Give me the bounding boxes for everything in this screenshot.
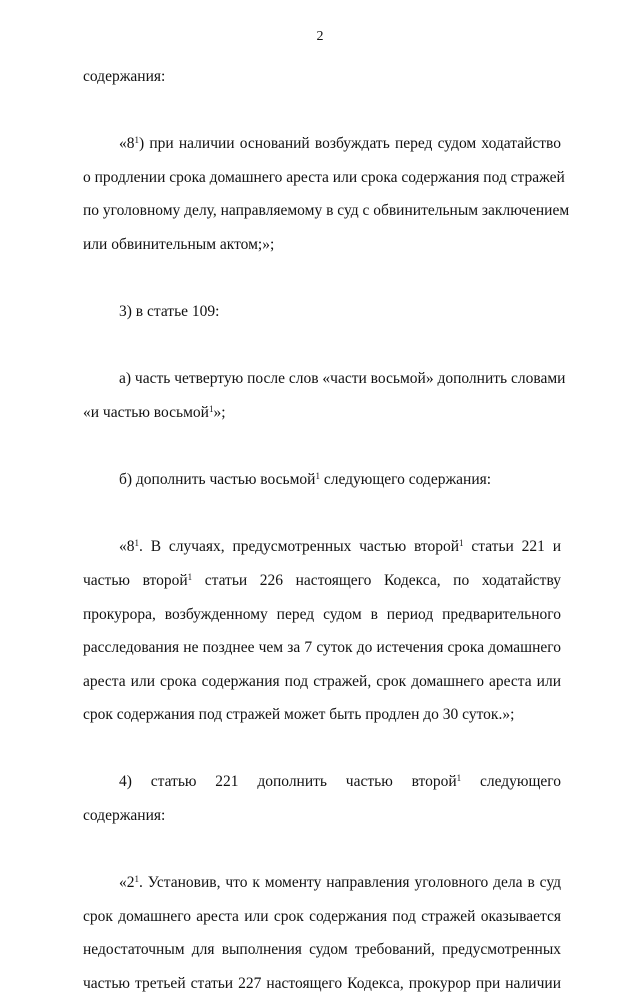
paragraph-line: «$2^1$. Установив, что к моменту направления уголовного дела в суд — [119, 874, 561, 892]
paragraph-line: «$8^1$) при наличии оснований возбуждать перед судом ходатайство — [119, 135, 561, 153]
paragraph-line: частью второй$^1$ статьи 226 настоящего Кодекса, по ходатайству — [83, 571, 561, 589]
page-number: 2 — [316, 29, 324, 44]
paragraph-line: 3) в статье 109: — [119, 303, 220, 321]
paragraph-line: а) часть четвертую после слов «части восьмой» дополнить словами — [119, 370, 566, 388]
paragraph-line: «$8^1$. В случаях, предусмотренных частью второй$^1$ статьи 221 и — [119, 538, 561, 556]
paragraph-line: по уголовному делу, направляемому в суд с обвинительным заключением — [83, 202, 570, 220]
paragraph-line: б) дополнить частью восьмой$^1$ следующего содержания: — [119, 471, 492, 489]
paragraph-line: содержания: — [83, 807, 166, 825]
paragraph-line: о продлении срока домашнего ареста или срока содержания под стражей — [83, 168, 565, 186]
paragraph-line: срок содержания под стражей может быть продлен до 30 суток.»; — [83, 706, 515, 724]
paragraph-line: ареста или срока содержания под стражей, срок домашнего ареста или — [83, 672, 561, 690]
paragraph-line: 4) статью 221 дополнить частью второй$^1$ следующего — [119, 773, 561, 791]
paragraph-line: прокурора, возбужденному перед судом в период предварительного — [83, 605, 561, 623]
paragraph-line: «и частью восьмой$^1$»; — [83, 403, 226, 421]
paragraph-line: срок домашнего ареста или срок содержания под стражей оказывается — [83, 907, 561, 925]
paragraph-line: расследования не позднее чем за 7 суток до истечения срока домашнего — [83, 639, 561, 657]
paragraph-line: содержания: — [83, 68, 166, 85]
paragraph-line: недостаточным для выполнения судом требований, предусмотренных — [83, 941, 561, 959]
paragraph-line: или обвинительным актом;»; — [83, 235, 275, 253]
document-body — [83, 60, 570, 1001]
paragraph-line: частью третьей статьи 227 настоящего Кодекса, прокурор при наличии — [83, 975, 561, 993]
